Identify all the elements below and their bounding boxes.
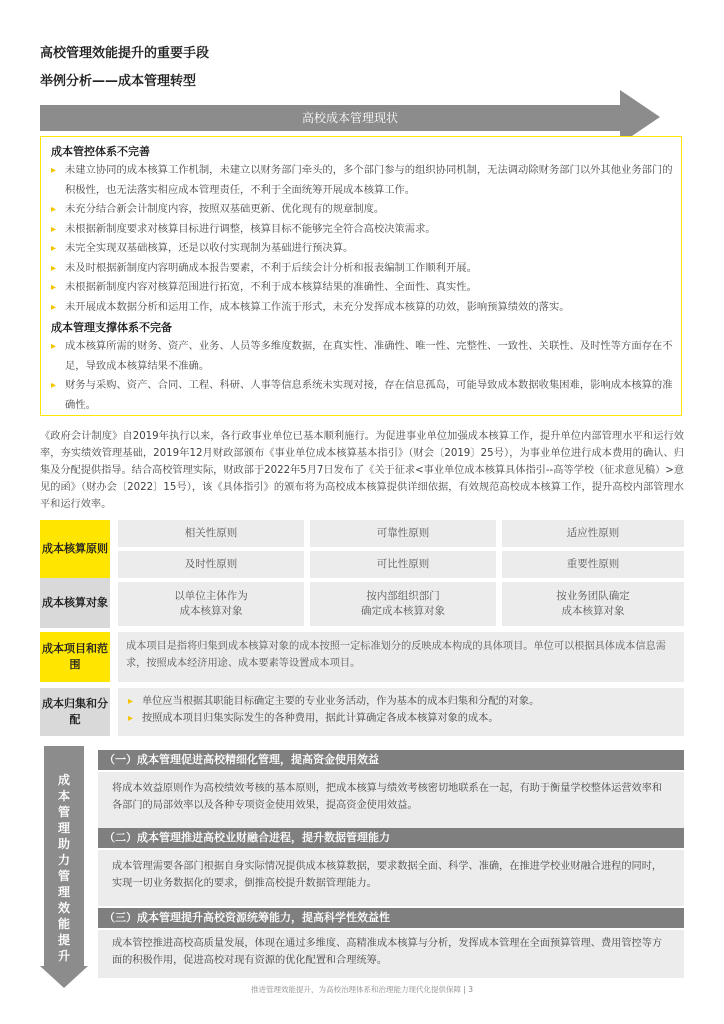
principle-cell: 及时性原则 [118, 551, 304, 578]
status-box [40, 136, 682, 416]
row-label-objects: 成本核算对象 [40, 578, 110, 628]
list-item: ▸ 未及时根据新制度内容明确成本报告要素，不利于后续会计分析和报表编制工作顺利开展。 [49, 259, 673, 279]
vertical-arrow-label: 成 本 管 理 助 力 管 理 效 能 提 升 [57, 773, 70, 963]
section-1-body: 将成本效益原则作为高校绩效考核的基本原则，把成本核算与绩效考核密切地联系在一起，有助于衡量学校整体运营效率和各部门的局部效率以及各种专项资金使用效果，提高资金使用效益。 [98, 772, 684, 828]
list-item: ▸ 未根据新制度要求对核算目标进行调整，核算目标不能够完全符合高校决策需求。 [49, 220, 673, 240]
principle-cell: 可靠性原则 [310, 520, 496, 547]
banner-label: 高校成本管理现状 [301, 111, 398, 125]
status-section1-title: 成本管控体系不完善 [51, 145, 150, 158]
collection-box [118, 688, 684, 736]
section-3-body: 成本管控推进高校高质量发展，体现在通过多维度、高精准成本核算与分析，发挥成本管理在全面预算管理、费用管控等方面的积极作用，促进高校对现有资源的优化配置和合理统筹。 [98, 930, 684, 978]
page-footer: 推进管理效能提升，为高校治理体系和治理能力现代化提供保障 | 3 [250, 985, 474, 994]
page-subtitle: 举例分析——成本管理转型 [40, 74, 197, 89]
row-label-items-scope: 成本项目和范围 [40, 632, 110, 682]
page-title: 高校管理效能提升的重要手段 [40, 46, 210, 61]
list-item: ▸ 单位应当根据其职能目标确定主要的专业业务活动，作为基本的成本归集和分配的对象。 [126, 693, 676, 710]
row-label-principles: 成本核算原则 [40, 520, 110, 578]
section-3-header: （三）成本管理提升高校资源统筹能力，提高科学性效益性 [98, 908, 684, 928]
principle-cell: 重要性原则 [502, 551, 684, 578]
list-item: ▸ 未充分结合新会计制度内容，按照双基础更新、优化现有的规章制度。 [49, 200, 673, 220]
list-item: ▸ 成本核算所需的财务、资产、业务、人员等多维度数据，在真实性、准确性、唯一性、完整性、一致性、关联性、及时性等方面存在不足，导致成本核算结果不准确。 [49, 337, 673, 376]
object-cell: 按业务团队确定 成本核算对象 [502, 582, 684, 626]
items-scope-text: 成本项目是指将归集到成本核算对象的成本按照一定标准划分的反映成本构成的具体项目。单位可以根据具体成本信息需求，按照成本经济用途、成本要素等设置成本项目。 [118, 632, 684, 682]
collection-list [126, 693, 676, 727]
principle-cell: 相关性原则 [118, 520, 304, 547]
intro-paragraph: 《政府会计制度》自2019年执行以来，各行政事业单位已基本顺利施行。为促进事业单位加强成本核算工作，提升单位内部管理水平和运行效率，夯实绩效管理基础，2019年12月财政部颁布《事业单位成本核算基本指引》（财会〔2019〕25号），为事业单位进行成本费用的确认、归集及分配提供指导。结合高校管理实际，财政部于2022年5月7日发布了《关于征求<事业单位成本核算具体指引--高等学校（征求意见稿）>意见的函》（财办会〔2022〕15号），该《具体指引》的颁布将为高校成本核算提供详细依据，有效规范高校成本核算工作，提升高校内部管理水平和运行效率。 [40, 431, 684, 510]
section-1-header: （一）成本管理促进高校精细化管理，提高资金使用效益 [98, 750, 684, 770]
list-item: ▸ 未建立协同的成本核算工作机制，未建立以财务部门牵头的，多个部门参与的组织协同机制，无法调动除财务部门以外其他业务部门的积极性，也无法落实相应成本管理责任，不利于全面统筹开展成本核算工作。 [49, 161, 673, 200]
section-2-body: 成本管理需要各部门根据自身实际情况提供成本核算数据，要求数据全面、科学、准确，在推进学校业财融合进程的同时，实现一切业务数据化的要求，倒推高校提升数据管理能力。 [98, 850, 684, 906]
list-item: ▸ 未根据新制度内容对核算范围进行拓宽，不利于成本核算结果的准确性、全面性、真实性。 [49, 278, 673, 298]
section-2-header: （二）成本管理推进高校业财融合进程，提升数据管理能力 [98, 828, 684, 848]
status-section2-list [49, 337, 673, 415]
list-item: ▸ 未开展成本数据分析和运用工作，成本核算工作流于形式，未充分发挥成本核算的功效，影响预算绩效的落实。 [49, 298, 673, 318]
object-cell: 以单位主体作为 成本核算对象 [118, 582, 304, 626]
status-section2-title: 成本管理支撑体系不完备 [51, 321, 172, 334]
principle-cell: 适应性原则 [502, 520, 684, 547]
list-item: ▸ 未完全实现双基础核算，还是以收付实现制为基础进行预决算。 [49, 239, 673, 259]
list-item: ▸ 财务与采购、资产、合同、工程、科研、人事等信息系统未实现对接，存在信息孤岛，可能导致成本数据收集困难，影响成本核算的准确性。 [49, 376, 673, 415]
object-cell: 按内部组织部门 确定成本核算对象 [310, 582, 496, 626]
row-label-collection: 成本归集和分配 [40, 688, 110, 736]
principle-cell: 可比性原则 [310, 551, 496, 578]
status-section1-list [49, 161, 673, 317]
list-item: ▸ 按照成本项目归集实际发生的各种费用，据此计算确定各成本核算对象的成本。 [126, 710, 676, 727]
